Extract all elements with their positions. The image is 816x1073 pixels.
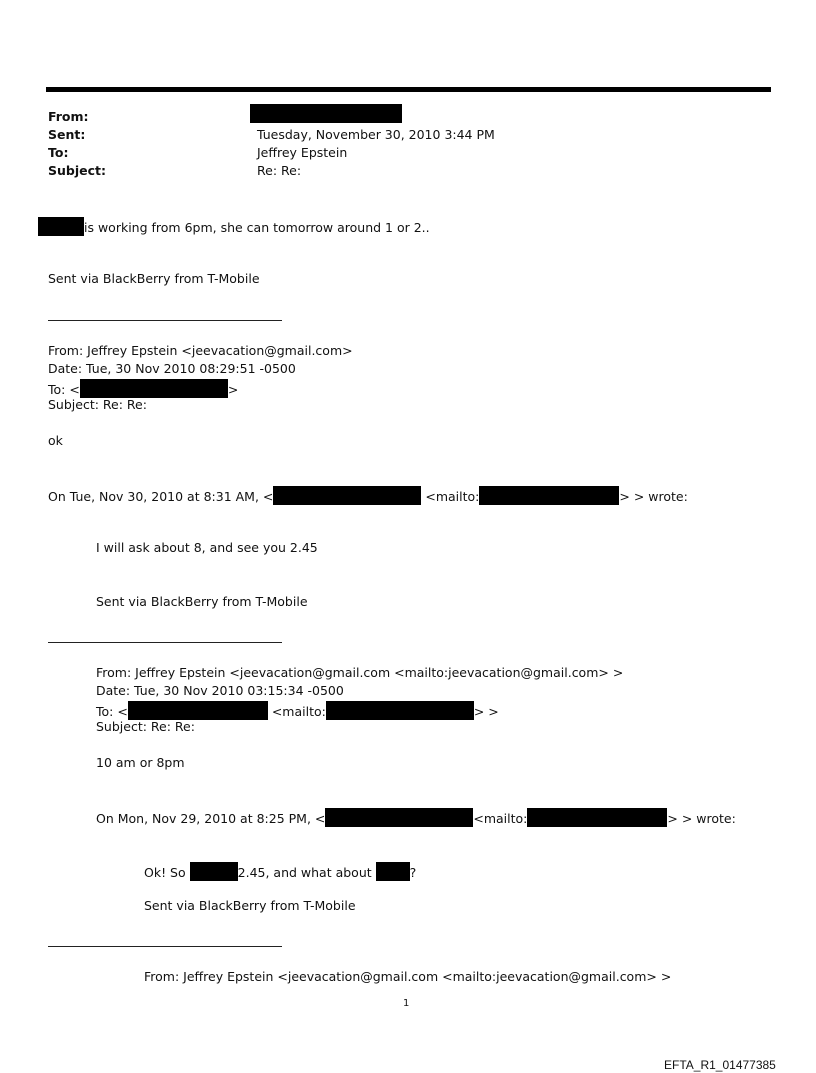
- quote1-body: ok: [48, 433, 63, 448]
- from-redaction: [250, 104, 402, 123]
- quote2-body: 10 am or 8pm: [96, 755, 185, 770]
- page-number: 1: [403, 998, 410, 1009]
- document-id: EFTA_R1_01477385: [664, 1058, 776, 1072]
- signature-1: Sent via BlackBerry from T-Mobile: [48, 271, 260, 286]
- reply2-line: Ok! So 2.45, and what about ?: [144, 862, 416, 881]
- quote2-subject: Subject: Re: Re:: [96, 719, 195, 734]
- email-redaction: [527, 808, 667, 827]
- name-redaction: [190, 862, 238, 881]
- quote1-date: Date: Tue, 30 Nov 2010 08:29:51 -0500: [48, 361, 296, 376]
- quote2-date: Date: Tue, 30 Nov 2010 03:15:34 -0500: [96, 683, 344, 698]
- quote-divider-3: [48, 946, 282, 947]
- quote2-from: From: Jeffrey Epstein <jeevacation@gmail.com <mailto:jeevacation@gmail.com> >: [96, 665, 624, 680]
- to-redaction: [128, 701, 268, 720]
- sent-label: Sent:: [48, 127, 86, 142]
- name-redaction: [376, 862, 410, 881]
- reply1-line: I will ask about 8, and see you 2.45: [96, 540, 318, 555]
- to-redaction: [80, 379, 228, 398]
- quote-divider-2: [48, 642, 282, 643]
- email-redaction: [326, 701, 474, 720]
- quote3-from: From: Jeffrey Epstein <jeevacation@gmail.com <mailto:jeevacation@gmail.com> >: [144, 969, 672, 984]
- sender-redaction: [325, 808, 473, 827]
- quote1-from: From: Jeffrey Epstein <jeevacation@gmail.com>: [48, 343, 353, 358]
- reply2-signature: Sent via BlackBerry from T-Mobile: [144, 898, 356, 913]
- quote2-to: To: < <mailto: > >: [96, 701, 499, 720]
- reply1-signature: Sent via BlackBerry from T-Mobile: [96, 594, 308, 609]
- body-line-1: is working from 6pm, she can tomorrow around 1 or 2..: [38, 217, 430, 236]
- to-value: Jeffrey Epstein: [257, 145, 348, 160]
- sent-value: Tuesday, November 30, 2010 3:44 PM: [257, 127, 495, 142]
- quote1-subject: Subject: Re: Re:: [48, 397, 147, 412]
- quote-divider-1: [48, 320, 282, 321]
- email-redaction: [479, 486, 619, 505]
- from-label: From:: [48, 109, 89, 124]
- header-rule: [46, 87, 771, 92]
- sender-redaction: [273, 486, 421, 505]
- subject-value: Re: Re:: [257, 163, 302, 178]
- quote2-wrote-line: On Mon, Nov 29, 2010 at 8:25 PM, < <mailto: > > wrote:: [96, 808, 736, 827]
- quote1-to: To: < >: [48, 379, 238, 398]
- name-redaction: [38, 217, 84, 236]
- subject-label: Subject:: [48, 163, 106, 178]
- quote1-wrote-line: On Tue, Nov 30, 2010 at 8:31 AM, < <mailto: > > wrote:: [48, 486, 688, 505]
- to-label: To:: [48, 145, 69, 160]
